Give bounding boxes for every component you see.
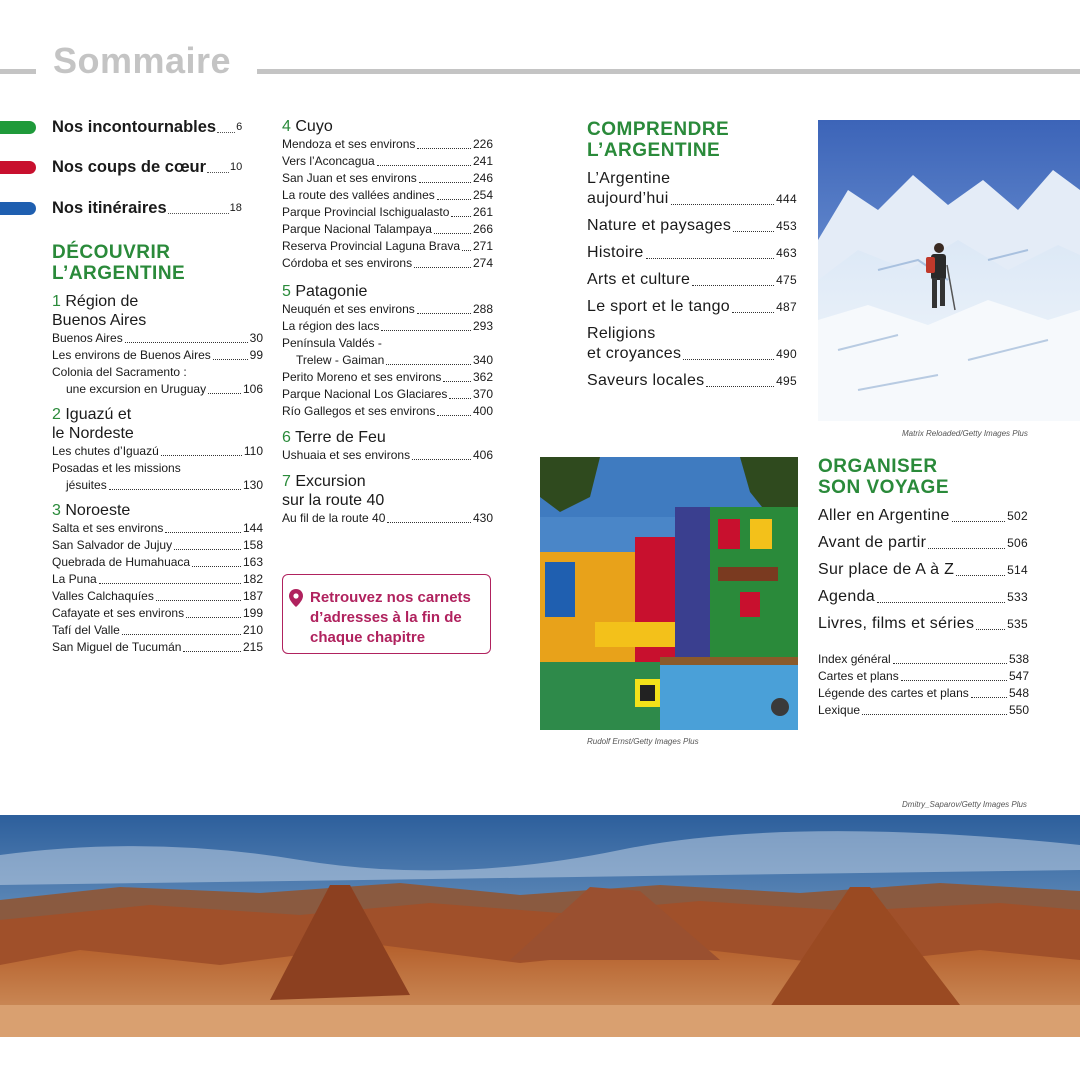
toc-entry-page: 110 [243,444,263,458]
toc-entry[interactable] [587,243,797,263]
leader-dots [165,532,241,533]
index-entry-title: Légende des cartes et plans [818,686,969,700]
toc-entry-title: Parque Nacional Los Glaciares [282,387,448,401]
chapter-number: 3 [52,502,61,519]
toc-entry-title: Buenos Aires [52,331,123,345]
leader-dots [412,459,471,460]
leader-dots [213,359,248,360]
callout-box [282,574,491,654]
toc-entry-page: 533 [1007,590,1028,604]
toc-entry[interactable] [587,371,797,391]
toc-entry-page: 406 [472,448,493,462]
toc-entry[interactable] [282,170,493,187]
leader-dots [186,617,241,618]
toc-entry-page: 463 [776,246,797,260]
chapter-block [282,282,493,420]
toc-entry[interactable] [818,587,1028,607]
toc-entry-page: 246 [472,171,493,185]
toc-entry-title: Colonia del Sacramento : [52,365,187,379]
toc-entry[interactable] [52,554,263,571]
toc-entry-title: et croyances [587,345,682,362]
toc-entry-title: Neuquén et ses environs [282,302,415,316]
chapter-heading [282,428,493,447]
toc-entry-page: 430 [472,511,493,525]
toc-entry[interactable] [282,386,493,403]
chapter-entries [282,447,493,464]
leader-dots [109,489,241,490]
leader-dots [893,663,1007,664]
toc-entry-page: 261 [472,205,493,219]
chapter-block [282,428,493,464]
leader-dots [706,386,774,387]
toc-entry[interactable] [282,510,493,527]
leader-dots [207,162,229,173]
leader-dots [451,216,471,217]
photo-credit-glacier: Matrix Reloaded/Getty Images Plus [902,429,1028,438]
highlight-label: Nos incontournables [52,117,217,136]
toc-entry[interactable] [52,347,263,364]
toc-entry-page: 340 [472,353,493,367]
toc-entry-page: 163 [242,555,263,569]
toc-entry[interactable] [282,403,493,420]
toc-entry-title: Aller en Argentine [818,507,950,524]
leader-dots [161,455,242,456]
toc-entry-page: 535 [1007,617,1028,631]
comprendre-list [587,169,797,398]
toc-entry-page: 158 [242,538,263,552]
toc-entry-title: San Salvador de Jujuy [52,538,173,552]
section-heading-organiser [818,456,949,498]
highlight-page: 6 [236,121,243,133]
toc-entry-line [587,189,797,209]
toc-entry-title-line1: Religions [587,325,656,342]
section-heading-line: L’ARGENTINE [52,263,186,284]
leader-dots [414,267,471,268]
toc-entry-page: 241 [472,154,493,168]
toc-entry-title-line1: L’Argentine [587,170,671,187]
index-entry[interactable] [818,702,1029,719]
leader-dots [692,285,774,286]
colorful-houses-photo [540,457,798,730]
toc-entry-title: Les environs de Buenos Aires [52,348,211,362]
leader-dots [971,697,1007,698]
leader-dots [952,521,1005,522]
leader-dots [386,364,471,365]
toc-entry-title: une excursion en Uruguay [66,382,207,396]
toc-entry-title: Vers l’Aconcagua [282,154,375,168]
leader-dots [443,381,471,382]
toc-entry[interactable] [818,533,1028,553]
toc-entry[interactable] [282,136,493,153]
toc-entry-title: Saveurs locales [587,372,705,389]
toc-entry-title: aujourd’hui [587,190,669,207]
toc-entry-page: 182 [242,572,263,586]
leader-dots [192,566,241,567]
leader-dots [217,122,235,133]
chapter-title: Noroeste [65,502,131,519]
leader-dots [462,250,471,251]
toc-entry[interactable] [52,639,263,656]
section-heading-line: ORGANISER [818,456,938,477]
toc-entry-page: 210 [242,623,263,637]
toc-entry-title: Sur place de A à Z [818,561,955,578]
color-bar [0,202,36,215]
toc-entry-page: 106 [242,382,263,396]
color-bar [0,161,36,174]
highlight-label: Nos coups de cœur [52,157,207,176]
toc-entry-title: Perito Moreno et ses environs [282,370,442,384]
toc-entry-page: 370 [472,387,493,401]
toc-entry[interactable] [587,297,797,317]
toc-entry-title: Parque Nacional Talampaya [282,222,432,236]
toc-entry-page: 444 [776,192,797,206]
toc-entry-page: 130 [242,478,263,492]
toc-entry[interactable] [282,335,493,352]
toc-entry-title: Mendoza et ses environs [282,137,416,151]
leader-dots [434,233,471,234]
leader-dots [381,330,471,331]
map-pin-icon [289,589,303,607]
chapter-heading [52,405,263,443]
organiser-list [818,506,1028,641]
toc-entry-title: Les chutes d’Iguazú [52,444,159,458]
leader-dots [387,522,471,523]
chapter-heading [282,282,493,301]
leader-dots [976,629,1005,630]
section-heading-comprendre [587,119,729,161]
toc-entry[interactable] [52,571,263,588]
chapter-block [52,405,263,494]
toc-entry[interactable] [282,153,493,170]
toc-entry-title: Livres, films et séries [818,615,975,632]
toc-entry-line [587,371,797,391]
chapter-block [282,117,493,272]
toc-entry[interactable] [818,560,1028,580]
leader-dots [417,313,471,314]
toc-entry-title: La route des vallées andines [282,188,435,202]
toc-entry[interactable] [52,605,263,622]
toc-entry-title: San Juan et ses environs [282,171,417,185]
toc-entry[interactable] [52,477,263,494]
toc-entry[interactable] [52,381,263,398]
index-entry-title: Lexique [818,703,861,717]
chapter-entries [52,443,263,494]
chapter-number: 4 [282,118,291,135]
toc-entry[interactable] [52,622,263,639]
title-rule-left [0,69,36,74]
toc-entry-title: La région des lacs [282,319,380,333]
leader-dots [168,203,229,214]
toc-entry[interactable] [282,204,493,221]
chapter-title: Patagonie [295,283,368,300]
photo-credit-houses: Rudolf Ernst/Getty Images Plus [587,737,699,746]
toc-entry[interactable] [818,506,1028,526]
chapter-entries [52,520,263,656]
chapter-block [282,472,493,527]
page-title: Sommaire [53,40,232,81]
chapter-number: 2 [52,406,61,423]
chapter-title: Iguazú et le Nordeste [52,406,134,442]
index-entry-page: 538 [1008,652,1029,666]
index-entry-title: Cartes et plans [818,669,899,683]
chapter-block [52,292,263,398]
chapter-entries [52,330,263,398]
toc-entry-line [587,216,797,236]
color-bar [0,121,36,134]
toc-entry[interactable] [52,330,263,347]
leader-dots [437,415,471,416]
chapter-title: Cuyo [295,118,333,135]
toc-entry[interactable] [587,216,797,236]
index-entry-page: 550 [1008,703,1029,717]
title-rule-right [257,69,1080,74]
highlight-page: 10 [230,161,243,173]
toc-entry-page: 274 [472,256,493,270]
toc-entry[interactable] [52,520,263,537]
leader-dots [417,148,471,149]
chapter-title: Terre de Feu [295,429,386,446]
toc-entry-title: Trelew - Gaiman [296,353,385,367]
toc-entry-line [818,614,1028,634]
toc-entry-page: 506 [1007,536,1028,550]
toc-entry-page: 502 [1007,509,1028,523]
toc-entry[interactable] [282,301,493,318]
section-heading-line: DÉCOUVRIR [52,242,171,263]
toc-entry-line [818,560,1028,580]
toc-entry-title: Salta et ses environs [52,521,164,535]
leader-dots [928,548,1005,549]
toc-entry-line [587,169,797,189]
toc-entry[interactable] [282,318,493,335]
toc-entry-title: Arts et culture [587,271,691,288]
glacier-photo [818,120,1080,421]
toc-entry-page: 99 [249,348,263,362]
chapter-number: 1 [52,293,61,310]
toc-entry[interactable] [587,324,797,364]
toc-entry-line [818,506,1028,526]
chapter-title: Excursion sur la route 40 [282,473,385,509]
toc-entry-page: 514 [1007,563,1028,577]
index-entry-page: 548 [1008,686,1029,700]
leader-dots [877,602,1005,603]
chapter-heading [52,292,263,330]
leader-dots [377,165,471,166]
leader-dots [183,651,241,652]
toc-entry[interactable] [282,352,493,369]
toc-entry[interactable] [587,169,797,209]
toc-entry[interactable] [282,255,493,272]
toc-entry-page: 226 [472,137,493,151]
toc-entry-page: 475 [776,273,797,287]
leader-dots [646,258,774,259]
toc-entry[interactable] [282,221,493,238]
toc-entry-title: Valles Calchaquíes [52,589,154,603]
index-entry[interactable] [818,685,1029,702]
leader-dots [901,680,1007,681]
index-entry-page: 547 [1008,669,1029,683]
toc-entry-page: 187 [242,589,263,603]
index-entry[interactable] [818,651,1029,668]
chapter-heading [282,472,493,510]
toc-entry[interactable] [282,447,493,464]
leader-dots [671,204,774,205]
toc-entry[interactable] [818,614,1028,634]
section-heading-line: SON VOYAGE [818,477,950,498]
chapter-number: 6 [282,429,291,446]
leader-dots [419,182,471,183]
toc-entry-title: La Puna [52,572,97,586]
toc-entry[interactable] [52,460,263,477]
leader-dots [862,714,1007,715]
toc-entry-page: 293 [472,319,493,333]
leader-dots [122,634,241,635]
section-heading-line: COMPRENDRE [587,119,730,140]
toc-entry-page: 487 [776,300,797,314]
toc-entry-page: 271 [472,239,493,253]
toc-entry-page: 490 [776,347,797,361]
toc-entry-page: 362 [472,370,493,384]
toc-entry-title: Tafí del Valle [52,623,120,637]
toc-entry[interactable] [52,443,263,460]
toc-entry[interactable] [52,588,263,605]
toc-entry-line [587,344,797,364]
toc-entry-line [587,297,797,317]
toc-entry-line [587,324,797,344]
toc-entry-page: 144 [242,521,263,535]
toc-entry-line [818,587,1028,607]
leader-dots [174,549,241,550]
toc-entry[interactable] [282,369,493,386]
toc-entry-title: Península Valdés - [282,336,382,350]
desert-panorama-photo [0,815,1080,1037]
toc-entry[interactable] [282,238,493,255]
photo-credit-desert: Dmitry_Saparov/Getty Images Plus [902,800,1027,809]
section-heading-decouvrir [52,242,185,284]
toc-entry-title: Nature et paysages [587,217,732,234]
toc-entry-page: 30 [249,331,263,345]
toc-entry-line [587,270,797,290]
leader-dots [99,583,241,584]
chapter-entries [282,136,493,272]
toc-entry-title: Cafayate et ses environs [52,606,185,620]
toc-entry[interactable] [282,187,493,204]
leader-dots [733,231,774,232]
toc-entry-title: Córdoba et ses environs [282,256,413,270]
toc-entry-page: 254 [472,188,493,202]
toc-entry-page: 453 [776,219,797,233]
leader-dots [956,575,1005,576]
toc-entry-page: 400 [472,404,493,418]
chapter-entries [282,510,493,527]
chapter-title: Région de Buenos Aires [52,293,147,329]
toc-entry[interactable] [52,537,263,554]
toc-entry-title: Quebrada de Humahuaca [52,555,191,569]
leader-dots [683,359,774,360]
toc-entry-title: Ushuaia et ses environs [282,448,411,462]
toc-entry-title: Histoire [587,244,644,261]
toc-entry-title: Posadas et les missions [52,461,181,475]
toc-entry-page: 495 [776,374,797,388]
leader-dots [449,398,471,399]
toc-entry[interactable] [587,270,797,290]
toc-entry-title: Reserva Provincial Laguna Brava [282,239,461,253]
toc-entry-title: San Miguel de Tucumán [52,640,182,654]
chapter-heading [282,117,493,136]
section-heading-line: L’ARGENTINE [587,140,721,161]
toc-entry-page: 215 [242,640,263,654]
chapter-number: 5 [282,283,291,300]
toc-entry-page: 199 [242,606,263,620]
chapter-block [52,501,263,656]
toc-entry-title: Le sport et le tango [587,298,730,315]
toc-entry[interactable] [52,364,263,381]
toc-entry-page: 266 [472,222,493,236]
highlight-label: Nos itinéraires [52,198,167,217]
chapter-number: 7 [282,473,291,490]
leader-dots [732,312,774,313]
toc-entry-title: Avant de partir [818,534,927,551]
toc-entry-title: Río Gallegos et ses environs [282,404,436,418]
index-entry-title: Index général [818,652,891,666]
index-entry[interactable] [818,668,1029,685]
toc-entry-page: 288 [472,302,493,316]
leader-dots [208,393,241,394]
callout-text: Retrouvez nos carnets d’adresses à la fin de chaque chapitre [310,589,471,646]
chapter-entries [282,301,493,420]
toc-entry-title: Agenda [818,588,875,605]
leader-dots [156,600,241,601]
toc-entry-title: Au fil de la route 40 [282,511,386,525]
organiser-index-list [818,651,1029,719]
toc-entry-title: jésuites [66,478,107,492]
toc-entry-line [818,533,1028,553]
toc-entry-line [587,243,797,263]
leader-dots [437,199,471,200]
chapter-heading [52,501,263,520]
leader-dots [125,342,248,343]
highlight-page: 18 [229,202,242,214]
toc-entry-title: Parque Provincial Ischigualasto [282,205,450,219]
